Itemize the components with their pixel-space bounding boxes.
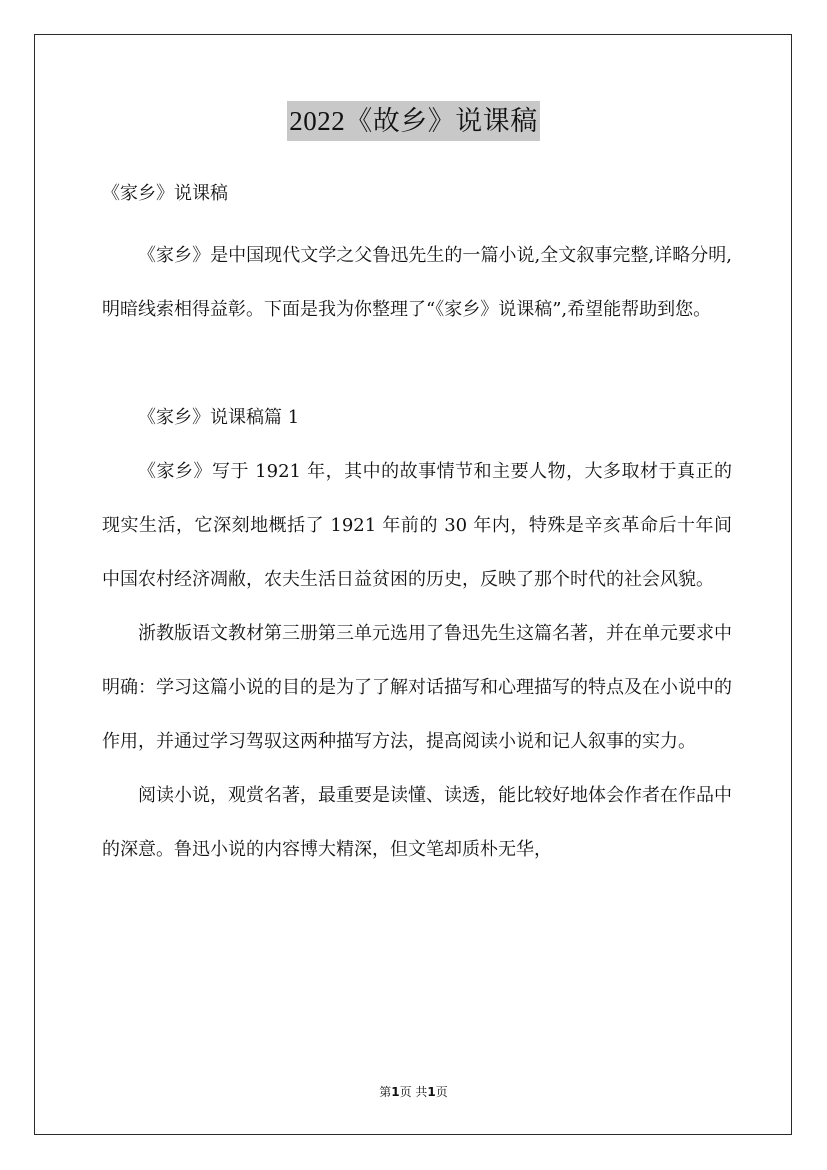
footer-page-number: 1: [391, 1085, 400, 1099]
body-paragraph-1: 《家乡》写于 1921 年，其中的故事情节和主要人物，大多取材于真正的现实生活，它深刻地概括了 1921 年前的 30 年内，特殊是辛亥革命后十年间中国农村经济凋敝，农夫生活日益贫困的历史，反映了那个时代的社会风貌。: [102, 461, 732, 590]
footer-total-pages: 1: [427, 1085, 436, 1099]
body-paragraph-3: 阅读小说，观赏名著，最重要是读懂、读透，能比较好地体会作者在作品中的深意。鲁迅小说的内容博大精深，但文笔却质朴无华，: [102, 785, 732, 860]
intro-paragraph: 《家乡》是中国现代文学之父鲁迅先生的一篇小说,全文叙事完整,详略分明,明暗线索相得益彰。下面是我为你整理了“《家乡》说课稿”,希望能帮助到您。: [102, 245, 732, 320]
title-container: [0, 101, 827, 141]
footer-page-prefix: 第: [379, 1085, 392, 1099]
document-title: 2022《故乡》说课稿: [287, 101, 540, 141]
footer-page-suffix: 页 共: [399, 1085, 428, 1099]
document-body: [102, 176, 732, 877]
body-paragraph-2: 浙教版语文教材第三册第三单元选用了鲁迅先生这篇名著，并在单元要求中明确：学习这篇小说的目的是为了了解对话描写和心理描写的特点及在小说中的作用，并通过学习驾驭这两种描写方法，提高阅读小说和记人叙事的实力。: [102, 623, 732, 752]
document-subtitle: 《家乡》说课稿: [102, 183, 228, 204]
page-footer: [0, 1083, 827, 1100]
section-heading: 《家乡》说课稿篇 1: [138, 407, 300, 428]
footer-total-suffix: 页: [435, 1085, 448, 1099]
